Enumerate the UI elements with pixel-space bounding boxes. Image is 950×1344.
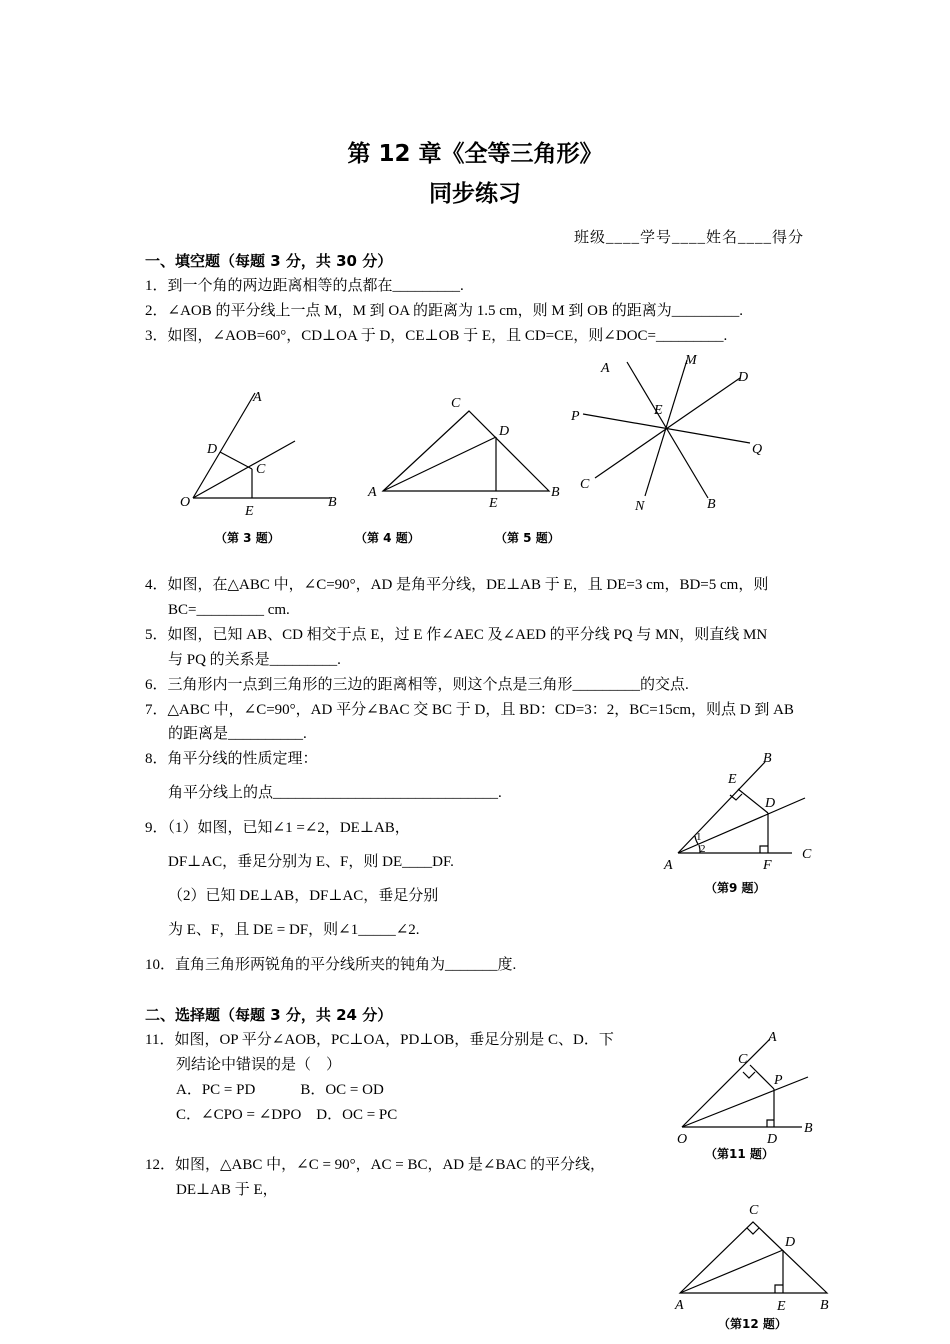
fig4-caption: （第 4 题）	[355, 531, 420, 545]
fig9-label-C: C	[802, 847, 812, 862]
fig5-label-E: E	[654, 403, 663, 418]
fig5-label-A: A	[601, 361, 610, 376]
fig11-label-O: O	[677, 1132, 688, 1147]
fig12-label-D: D	[785, 1235, 796, 1250]
figure-4	[365, 390, 565, 520]
fig9-label-E: E	[728, 772, 737, 787]
fig9-label-F: F	[763, 858, 772, 873]
question-10: 10．直角三角形两锐角的平分线所夹的钝角为_______度.	[145, 957, 517, 973]
fig12-label-B: B	[820, 1298, 829, 1313]
question-1: 1．到一个角的两边距离相等的点都在_________.	[145, 278, 464, 294]
fig5-label-P: P	[571, 409, 580, 424]
fig3-label-E: E	[245, 504, 254, 519]
fig11-label-D: D	[767, 1132, 778, 1147]
fig3-label-A: A	[253, 390, 262, 405]
figure-12	[665, 1200, 845, 1315]
question-8: 8．角平分线的性质定理：	[145, 751, 318, 767]
question-8-cont: 角平分线上的点______________________________.	[168, 785, 502, 801]
question-12-cont: DE⊥AB 于 E，	[176, 1182, 278, 1198]
fig12-caption: （第12 题）	[718, 1317, 787, 1331]
fig5-label-B: B	[707, 497, 716, 512]
question-7: 7．△ABC 中，∠C=90°，AD 平分∠BAC 交 BC 于 D，且 BD：CD=3：2，BC=15cm，则点 D 到 AB	[145, 702, 794, 718]
section-2-heading: 二、选择题（每题 3 分，共 24 分）	[145, 1006, 393, 1024]
fig12-label-C: C	[749, 1203, 759, 1218]
fig3-label-B: B	[328, 495, 337, 510]
question-4-cont: BC=_________ cm.	[168, 602, 290, 618]
fig9-label-B: B	[763, 751, 772, 766]
fig12-label-E: E	[777, 1299, 786, 1314]
fig4-label-C: C	[451, 396, 461, 411]
figure-11	[670, 1025, 830, 1150]
question-9-part1: DF⊥AC，垂足分别为 E、F，则 DE____DF.	[168, 854, 454, 870]
fig5-label-N: N	[635, 499, 645, 514]
figure-5	[565, 348, 775, 518]
fig5-label-D: D	[738, 370, 749, 385]
fig4-label-D: D	[499, 424, 510, 439]
question-2: 2．∠AOB 的平分线上一点 M，M 到 OA 的距离为 1.5 cm，则 M 到 OB 的距离为_________.	[145, 303, 744, 319]
question-7-cont: 的距离是__________.	[168, 726, 307, 742]
figure-3	[175, 385, 355, 525]
fig3-label-C: C	[256, 462, 266, 477]
fig3-label-O: O	[180, 495, 191, 510]
question-5-cont: 与 PQ 的关系是_________.	[168, 652, 341, 668]
fig5-label-C: C	[580, 477, 590, 492]
page-title: 第 12 章《全等三角形》	[347, 141, 603, 167]
question-5: 5．如图，已知 AB、CD 相交于点 E，过 E 作∠AEC 及∠AED 的平分线 PQ 与 MN，则直线 MN	[145, 627, 768, 643]
fig5-label-M: M	[685, 353, 697, 368]
fig3-label-D: D	[207, 442, 218, 457]
question-11: 11．如图，OP 平分∠AOB，PC⊥OA，PD⊥OB，垂足分别是 C、D．下	[145, 1032, 614, 1048]
fig9-label-D: D	[765, 796, 776, 811]
fig11-label-C: C	[738, 1052, 748, 1067]
question-6: 6．三角形内一点到三角形的三边的距离相等，则这个点是三角形_________的交点.	[145, 677, 689, 693]
fig9-label-2: 2	[700, 843, 706, 855]
question-11-options-cd[interactable]: C．∠CPO = ∠DPO D．OC = PC	[176, 1107, 398, 1123]
fig9-label-1: 1	[696, 831, 702, 843]
fig12-label-A: A	[675, 1298, 684, 1313]
fig11-label-B: B	[804, 1121, 813, 1136]
question-11-options-ab[interactable]: A．PC = PD B．OC = OD	[176, 1082, 384, 1098]
figure-9	[660, 748, 820, 878]
fig9-label-A: A	[664, 858, 673, 873]
fig11-label-A: A	[768, 1030, 777, 1045]
question-11-cont: 列结论中错误的是（ ）	[176, 1057, 342, 1073]
fig9-caption: （第9 题）	[705, 881, 766, 895]
fig5-label-Q: Q	[752, 442, 763, 457]
question-9-part2: （2）已知 DE⊥AB，DF⊥AC，垂足分别	[168, 888, 439, 904]
fig4-label-A: A	[368, 485, 377, 500]
section-1-heading: 一、填空题（每题 3 分，共 30 分）	[145, 252, 393, 270]
fig5-caption: （第 5 题）	[495, 531, 560, 545]
fig3-caption: （第 3 题）	[215, 531, 280, 545]
question-9: 9．（1）如图，已知∠1 =∠2，DE⊥AB，	[145, 820, 410, 836]
fig11-caption: （第11 题）	[705, 1147, 774, 1161]
fig11-label-P: P	[774, 1073, 783, 1088]
question-9-part2-cont: 为 E、F，且 DE = DF，则∠1_____∠2.	[168, 922, 420, 938]
question-4: 4．如图，在△ABC 中，∠C=90°，AD 是角平分线，DE⊥AB 于 E，且 DE=3 cm，BD=5 cm，则	[145, 577, 769, 593]
question-12: 12．如图，△ABC 中，∠C = 90°，AC = BC，AD 是∠BAC 的平分线，	[145, 1157, 606, 1173]
student-info: 班级____学号____姓名____得分	[574, 230, 805, 246]
question-3: 3．如图，∠AOB=60°，CD⊥OA 于 D，CE⊥OB 于 E，且 CD=CE，则∠DOC=_________.	[145, 328, 728, 344]
fig4-label-E: E	[489, 496, 498, 511]
fig4-label-B: B	[551, 485, 560, 500]
page-subtitle: 同步练习	[429, 181, 521, 207]
